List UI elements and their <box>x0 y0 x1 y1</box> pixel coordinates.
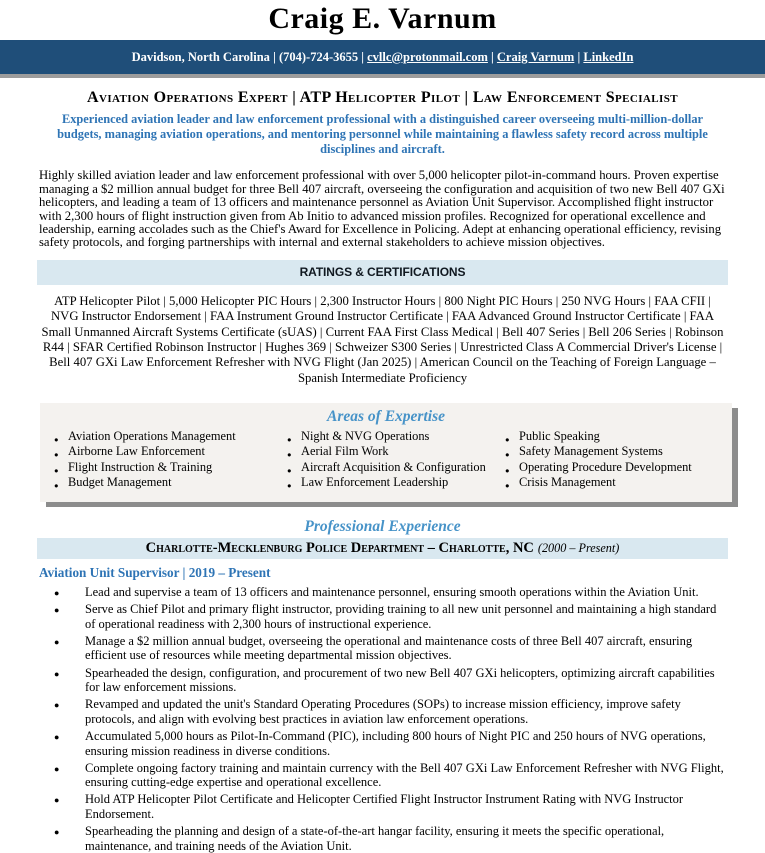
contact-separator: | <box>269 49 279 64</box>
employer-name: Charlotte-Mecklenburg Police Department – Charlotte, NC <box>145 540 534 557</box>
page-title: Craig E. Varnum <box>268 2 497 35</box>
expertise-item: ● Law Enforcement Leadership <box>285 475 503 490</box>
employer-dates: (2000 – Present) <box>537 541 620 556</box>
contact-separator: | <box>358 49 368 64</box>
experience-bullet: ● Revamped and updated the unit's Standard Operating Procedures (SOPs) to increase mission efficiency, improve safety protocols, and align with evolving best practices in aviation law enforcement operations. <box>39 697 727 726</box>
contact-separator: | <box>574 49 584 64</box>
email-link[interactable]: cvllc@protonmail.com <box>367 49 488 64</box>
professional-experience-heading: Professional Experience <box>304 518 461 536</box>
experience-bullet: ● Manage a $2 million annual budget, overseeing the operational and maintenance costs of three Bell 407 aircraft, ensuring efficient use of resources while meeting departmental mission objectives. <box>39 634 727 663</box>
profile-link[interactable]: Craig Varnum <box>496 49 575 64</box>
expertise-item: ● Safety Management Systems <box>503 444 723 459</box>
contact-separator: | <box>487 49 497 64</box>
experience-bullet: ● Accumulated 5,000 hours as Pilot-In-Command (PIC), including 800 hours of Night PIC and 250 hours of NVG operations, ensuring mission readiness in diverse conditions. <box>39 729 727 758</box>
ratings-section-band <box>37 260 728 285</box>
expertise-item: ● Aerial Film Work <box>285 444 503 459</box>
expertise-item: ● Aviation Operations Management <box>52 429 285 444</box>
expertise-item: ● Public Speaking <box>503 429 723 444</box>
expertise-item: ● Budget Management <box>52 475 285 490</box>
linkedin-link[interactable]: LinkedIn <box>583 49 634 64</box>
employer-band <box>37 538 728 559</box>
expertise-item: ● Flight Instruction & Training <box>52 460 285 475</box>
ratings-text: ATP Helicopter Pilot | 5,000 Helicopter PIC Hours | 2,300 Instructor Hours | 800 Night PIC Hours | 250 NVG Hours | FAA CFII | NVG Instructor Endorsement | FAA Instrument Ground Instructor Certificate | FAA Advanced Ground Instructor Certificate | FAA Small Unmanned Aircraft Systems Certificate (sUAS) | Current FAA First Class Medical | Bell 407 Series | Bell 206 Series | Robinson R44 | SFAR Certified Robinson Instructor | Hughes 369 | Schweizer S300 Series | Unrestricted Class A Commercial Driver's License | Bell 407 GXi Law Enforcement Refresher with NVG Flight (Jan 2025) | American Council on the Teaching of Foreign Language – Spanish Intermediate Proficiency <box>41 293 724 385</box>
expertise-item: ● Night & NVG Operations <box>285 429 503 444</box>
experience-bullet: ● Serve as Chief Pilot and primary flight instructor, providing training to all new unit personnel and maintaining a high standard of operational readiness with 2,300 hours of instructional experience. <box>39 602 727 631</box>
role-title: Aviation Unit Supervisor | 2019 – Present <box>39 565 271 581</box>
experience-bullet: ● Complete ongoing factory training and maintain currency with the Bell 407 GXi Law Enforcement Refresher with NVG Flight, ensuring cutting-edge expertise and operational excellence. <box>39 761 727 790</box>
summary-paragraph: Highly skilled aviation leader and law enforcement professional with over 5,000 helicopter pilot-in-command hours. Proven expertise managing a $2 million annual budget for three Bell 407 aircraft, overseeing the configuration and acquisition of two new Bell 407 GXi helicopters, and leading a team of 13 officers and maintenance personnel as Aviation Unit Supervisor. Accomplished flight instructor with 2,300 hours of flight instruction given from Ab Initio to advanced mission profiles. Recognized for operational excellence and leadership, earning accolades such as the Chief's Award for Excellence in Policing. Adept at enhancing operational efficiency, revising safety protocols, and forging partnerships with internal and external stakeholders to achieve mission objectives. <box>39 168 725 250</box>
ratings-heading: RATINGS & CERTIFICATIONS <box>299 264 466 279</box>
expertise-item: ● Airborne Law Enforcement <box>52 444 285 459</box>
expertise-column-2 <box>285 429 503 490</box>
experience-bullet: ● Spearheaded the design, configuration, and procurement of two new Bell 407 GXi helicopters, optimizing aircraft capabilities for law enforcement missions. <box>39 666 727 695</box>
expertise-columns <box>40 426 732 490</box>
expertise-item: ● Crisis Management <box>503 475 723 490</box>
summary-highlight: Experienced aviation leader and law enforcement professional with a distinguished career overseeing multi-million-dollar budgets, managing aviation operations, and mentoring personnel while maintaining a flawless safety record across multiple disciplines and aircraft. <box>57 112 708 156</box>
contact-phone: (704)-724-3655 <box>278 49 359 64</box>
expertise-column-1 <box>52 429 285 490</box>
experience-bullet: ● Lead and supervise a team of 13 officers and maintenance personnel, ensuring smooth operations within the Aviation Unit. <box>39 585 727 600</box>
contact-banner <box>0 40 765 78</box>
areas-of-expertise-box <box>40 403 732 502</box>
experience-bullet-list <box>39 585 727 853</box>
expertise-item: ● Operating Procedure Development <box>503 460 723 475</box>
contact-location: Davidson, North Carolina <box>131 49 270 64</box>
areas-of-expertise-heading: Areas of Expertise <box>327 408 445 426</box>
experience-bullet: ● Hold ATP Helicopter Pilot Certificate and Helicopter Certified Flight Instructor Instrument Rating with NVG Instructor Endorsement. <box>39 792 727 821</box>
expertise-item: ● Aircraft Acquisition & Configuration <box>285 460 503 475</box>
experience-bullet: ● Spearheading the planning and design of a state-of-the-art hangar facility, ensuring it meets the specific operational, maintenance, and training needs of the Aviation Unit. <box>39 824 727 853</box>
headline: Aviation Operations Expert | ATP Helicopter Pilot | Law Enforcement Specialist <box>87 89 678 106</box>
expertise-column-3 <box>503 429 723 490</box>
